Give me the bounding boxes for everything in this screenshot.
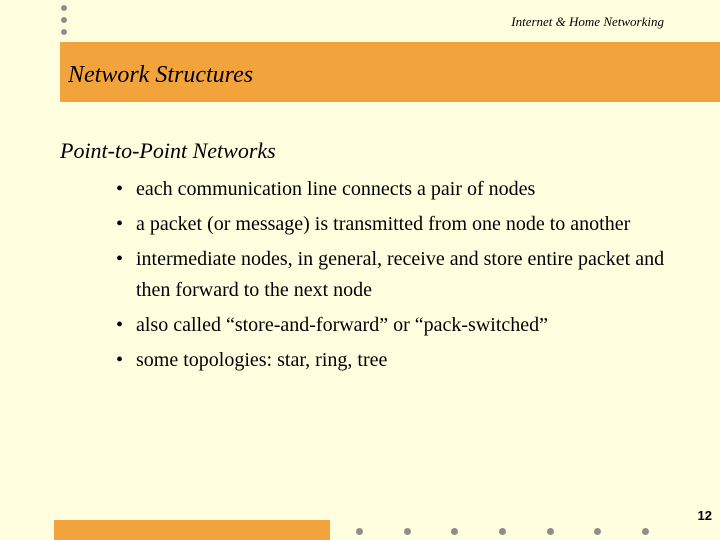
list-item	[110, 345, 670, 376]
decor-dot	[642, 528, 649, 535]
bullet-text: each communication line connects a pair of nodes	[136, 178, 536, 200]
bullet-text: some topologies: star, ring, tree	[136, 349, 388, 371]
decor-dot	[61, 17, 67, 23]
title-bar	[60, 42, 720, 102]
bullet-icon: •	[116, 213, 124, 235]
list-item	[110, 174, 670, 205]
decor-dot	[499, 528, 506, 535]
decor-dot	[594, 528, 601, 535]
decor-dot	[61, 29, 67, 35]
page-number: 12	[697, 508, 712, 523]
decor-dot	[547, 528, 554, 535]
slide-subheading: Point-to-Point Networks	[60, 138, 276, 163]
footer-bar	[54, 520, 330, 540]
bullet-icon: •	[116, 349, 124, 371]
decor-dot	[451, 528, 458, 535]
bullet-icon: •	[116, 248, 124, 270]
decor-dot	[404, 528, 411, 535]
bullet-text: intermediate nodes, in general, receive and store entire packet and then forward to the next node	[136, 248, 665, 301]
decor-dot	[61, 5, 67, 11]
bullet-text: a packet (or message) is transmitted from one node to another	[136, 213, 631, 235]
course-title: Internet & Home Networking	[511, 14, 664, 29]
list-item	[110, 310, 670, 341]
list-item	[110, 244, 670, 306]
decor-dot	[356, 528, 363, 535]
slide-title: Network Structures	[68, 62, 254, 88]
bullet-icon: •	[116, 314, 124, 336]
bullet-text: also called “store-and-forward” or “pack-switched”	[136, 314, 549, 336]
bullet-icon: •	[116, 178, 124, 200]
bullet-list	[110, 174, 670, 380]
list-item	[110, 209, 670, 240]
